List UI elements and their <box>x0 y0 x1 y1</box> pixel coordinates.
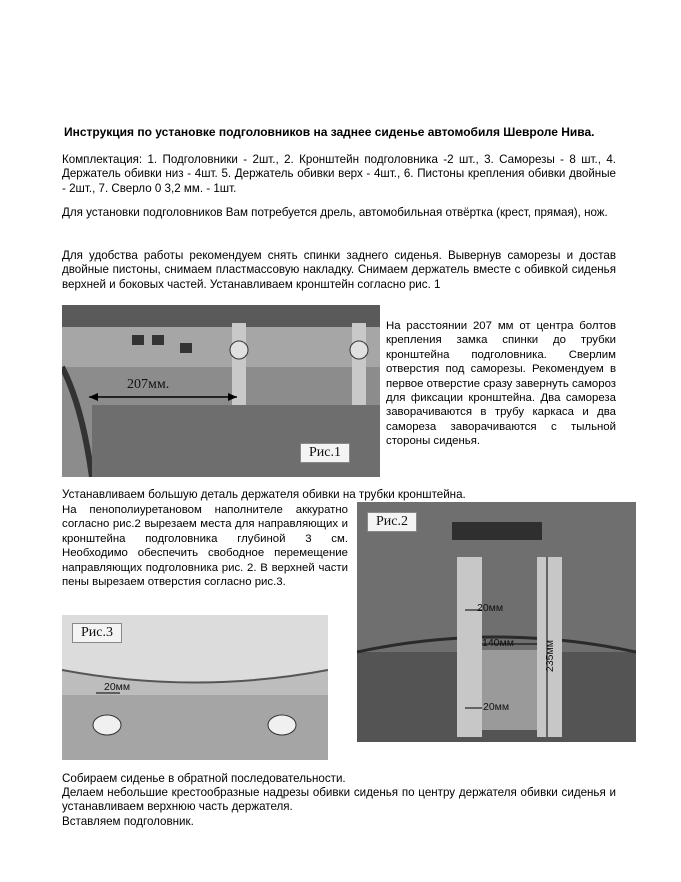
figure-1-dimension: 207мм. <box>127 377 170 392</box>
kit-paragraph: Комплектация: 1. Подголовники - 2шт., 2. Кронштейн подголовника -2 шт., 3. Саморезы - 8 шт., 4. Держатель обивки низ - 4шт. 5. Держатель обивки верх - 4шт., 6. Пистоны крепления обивки двойные - 2шт., 7. Сверло 0 3,2 мм. - 1шт. <box>62 153 616 195</box>
final-paragraph-1: Собираем сиденье в обратной последовательности. <box>62 772 346 785</box>
figure-2-dim-140: 140мм <box>482 637 514 649</box>
document-title: Инструкция по установке подголовников на заднее сиденье автомобиля Шевроле Нива. <box>64 125 595 139</box>
final-paragraph-2: Делаем небольшие крестообразные надрезы обивки сиденья по центру держателя обивки сиденья и устанавливаем верхнюю часть держателя. <box>62 786 616 814</box>
figure-1-photo <box>62 305 380 477</box>
figure-1-caption: Рис.1 <box>300 443 350 463</box>
figure-2-dim-235: 235мм <box>544 640 556 672</box>
step2-paragraph: Устанавливаем большую деталь держателя обивки на трубки кронштейна. <box>62 488 466 501</box>
final-paragraph-3: Вставляем подголовник. <box>62 815 194 828</box>
step1-paragraph: Для удобства работы рекомендуем снять спинки заднего сиденья. Вывернув саморезы и достав двойные пистоны, снимаем пластмассовую накладку. Снимаем держатель вместе с обивкой сиденья верхней и боковых частей. Устанавливаем кронштейн согласно рис. 1 <box>62 249 616 291</box>
figure-1-description: На расстоянии 207 мм от центра болтов крепления замка спинки до трубки кронштейна подголовника. Сверлим отверстия под саморезы. Рекомендуем в первое отверстие сразу завернуть самороз для фиксации кронштейна. Два самореза заворачиваются в трубу каркаса и два самореза заворачиваются с тыльной стороны сиденья. <box>386 320 616 448</box>
figure-3-photo <box>62 615 328 760</box>
tools-paragraph: Для установки подголовников Вам потребуется дрель, автомобильная отвёртка (крест, прямая), нож. <box>62 206 608 219</box>
figure-2-photo <box>357 502 636 742</box>
figure-3-caption: Рис.3 <box>72 623 122 643</box>
figure-2-dim-20-top: 20мм <box>477 602 504 614</box>
figure-3-dim: 20мм <box>104 681 131 693</box>
step3-paragraph: На пенополиуретановом наполнителе аккуратно согласно рис.2 вырезаем места для направляющих и кронштейна подголовника глубиной 3 см. Необходимо обеспечить свободное перемещение направляющих подголовника рис. 2. В верхней части пены вырезаем отверстия согласно рис.3. <box>62 504 348 589</box>
figure-2-caption: Рис.2 <box>367 512 417 532</box>
figure-2-dim-20-bottom: 20мм <box>483 701 510 713</box>
